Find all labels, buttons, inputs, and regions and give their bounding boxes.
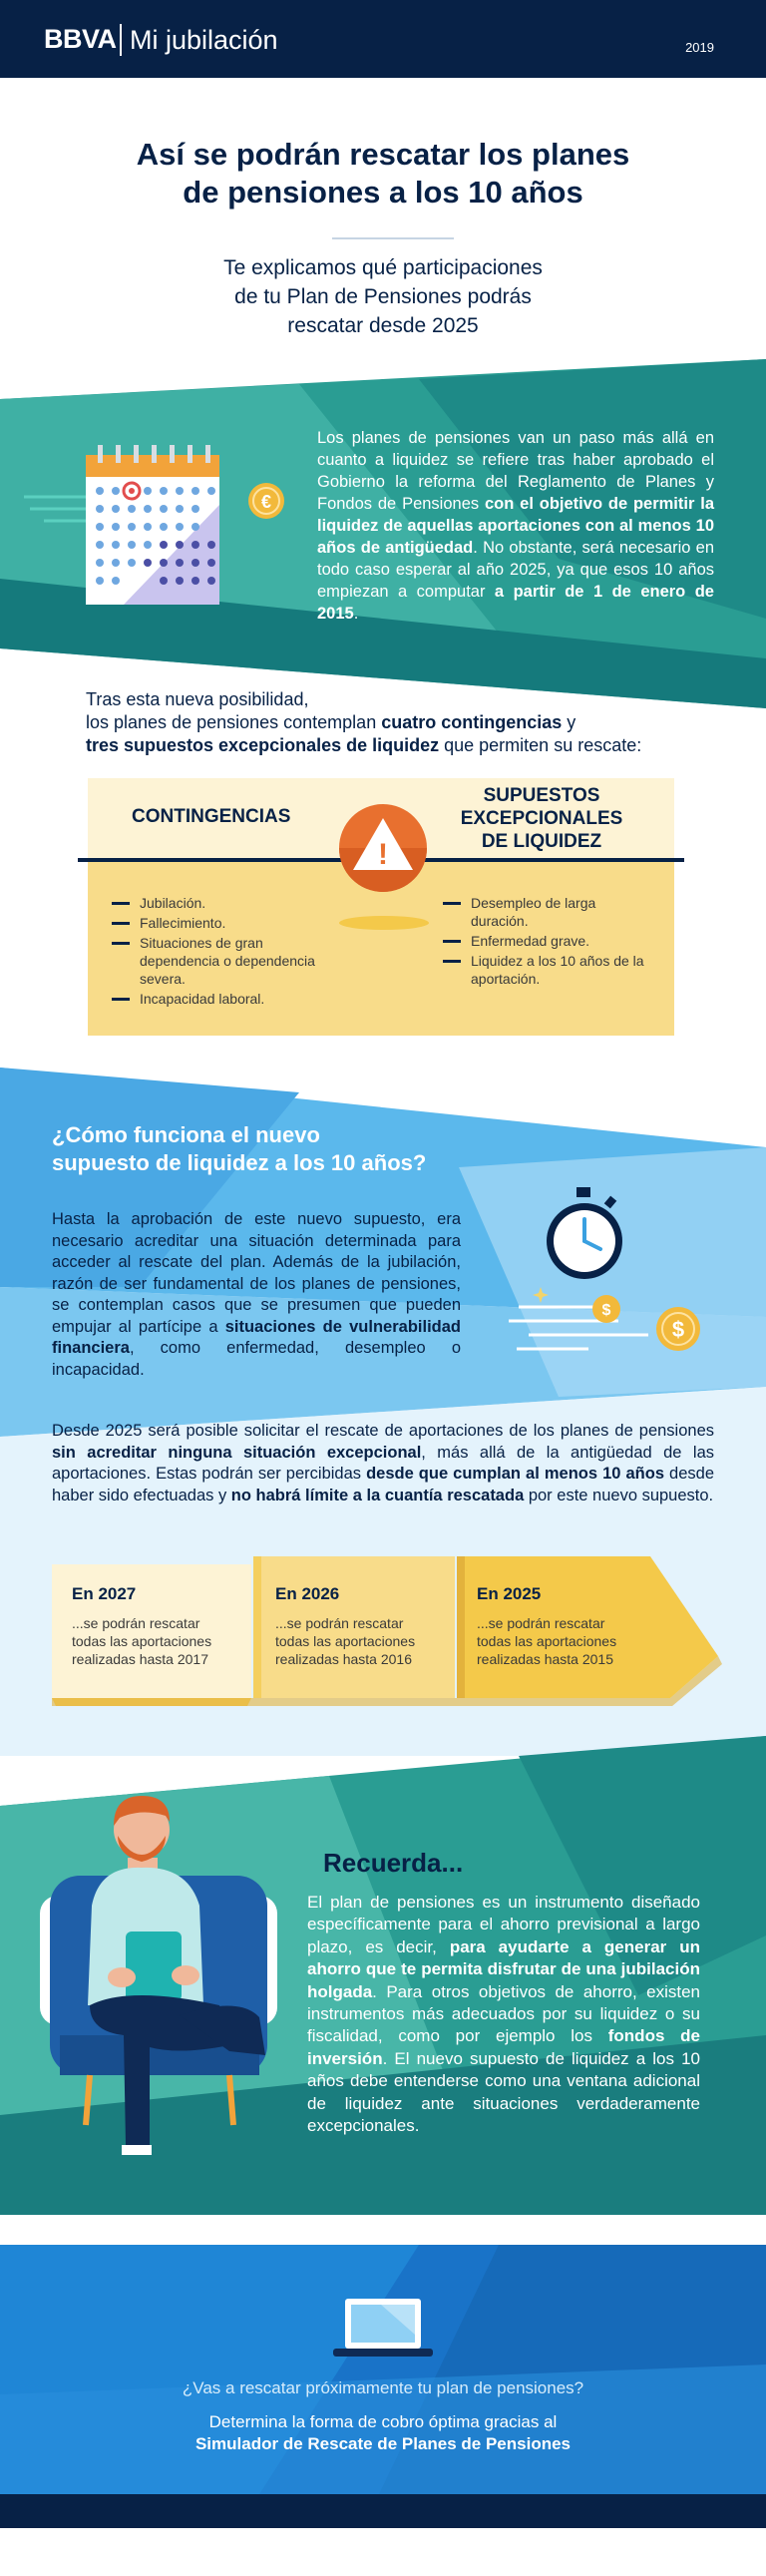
- p2-text-b: sin acreditar ninguna situación excepcional: [52, 1443, 422, 1462]
- exceptional-heading-line1: SUPUESTOS: [483, 785, 600, 806]
- how-it-works-heading-line2: supuesto de liquidez a los 10 años?: [52, 1150, 427, 1175]
- card-line: realizadas hasta 2016: [275, 1651, 412, 1667]
- year-timeline: [52, 1556, 722, 1706]
- how-it-works-heading-line1: ¿Cómo funciona el nuevo: [52, 1122, 320, 1147]
- product-name[interactable]: Mi jubilación: [130, 25, 278, 55]
- list-item: Incapacidad laboral.: [112, 990, 331, 1008]
- remember-title: Recuerda...: [323, 1848, 464, 1878]
- card-line: todas las aportaciones: [72, 1633, 212, 1649]
- p2-text-c: , más allá de la antigüedad de las aportaciones. Estas podrán ser percibidas: [52, 1443, 714, 1483]
- intro-line2-a: los planes de pensiones contemplan: [86, 712, 382, 732]
- intro-line2: [86, 711, 704, 734]
- stopwatch-illustration: [499, 1183, 718, 1363]
- p2-text-a: Desde 2025 será posible solicitar el rescate de aportaciones de los planes de pensiones: [52, 1422, 714, 1440]
- p2-text-d: desde que cumplan al menos 10 años: [366, 1465, 664, 1483]
- speed-lines: [24, 497, 94, 521]
- card-line: ...se podrán rescatar: [72, 1615, 200, 1631]
- teal-text-a: Los planes de pensiones van un paso más allá en cuanto a liquidez se refiere tras haber aprobado el Gobierno la reforma del Reglamento de Planes y Fondos de Pensiones: [317, 429, 714, 513]
- list-item: Fallecimiento.: [112, 914, 331, 932]
- p1-text-b: situaciones de vulnerabilidad financiera: [52, 1317, 461, 1357]
- teal-text-c: . No obstante, será necesario en todo caso esperar al año 2025, ya que esos 10 años empiezan a computar: [317, 539, 714, 601]
- warning-shadow: [339, 916, 429, 930]
- intro-line2-b: cuatro contingencias: [381, 712, 563, 732]
- page-title-line1: Así se podrán rescatar los planes: [136, 137, 630, 172]
- footer-bar: [0, 2494, 766, 2528]
- how-it-works-heading: [52, 1121, 491, 1177]
- brand-divider: [120, 24, 122, 56]
- list-item: Situaciones de gran dependencia o dependencia severa.: [112, 934, 331, 988]
- brand-logo[interactable]: BBVA: [44, 24, 117, 54]
- list-item: Enfermedad grave.: [443, 932, 652, 950]
- remember-paragraph: [307, 1892, 700, 2137]
- teal-text-d: a partir de 1 de enero de 2015: [317, 583, 714, 623]
- year-card-title: En 2026: [275, 1584, 340, 1603]
- man-with-tablet-illustration: [30, 1756, 279, 2195]
- contingencies-list: [112, 894, 331, 1010]
- subtitle-line3: rescatar desde 2025: [287, 314, 479, 337]
- remember-text-a: El plan de pensiones es un instrumento diseñado específicamente para el ahorro previsional a largo plazo, es decir,: [307, 1893, 700, 1956]
- year-card-text: [275, 1614, 415, 1668]
- cta-text: Determina la forma de cobro óptima gracias al: [208, 2412, 558, 2431]
- subtitle-line2: de tu Plan de Pensiones podrás: [234, 285, 532, 308]
- card-line: ...se podrán rescatar: [275, 1615, 404, 1631]
- remember-text-c: . Para otros objetivos de ahorro, existen instrumentos más adecuados por su liquidez o su fiscalidad, como por ejemplo los: [307, 1981, 700, 2046]
- subtitle-line1: Te explicamos qué participaciones: [223, 256, 543, 279]
- card-line: ...se podrán rescatar: [477, 1615, 605, 1631]
- remember-text-b: para ayudarte a generar un ahorro que te permita disfrutar de una jubilación holgada: [307, 1936, 700, 2001]
- p2-text-g: por este nuevo supuesto.: [524, 1486, 714, 1504]
- cta-section: [0, 2245, 766, 2494]
- contingencies-heading: CONTINGENCIAS: [132, 806, 291, 827]
- cta-background: [0, 2245, 766, 2494]
- year-card-title: En 2027: [72, 1584, 137, 1603]
- list-item: Liquidez a los 10 años de la aportación.: [443, 952, 652, 988]
- top-header: [0, 0, 766, 78]
- page-subtitle: [164, 253, 602, 340]
- remember-text-d: fondos de inversión: [307, 2026, 700, 2068]
- teal-text-e: .: [353, 605, 359, 623]
- teal-text-b: con el objetivo de permitir la liquidez de aquellas aportaciones con al menos 10 años de antigüedad: [317, 495, 714, 557]
- exceptional-heading-line3: DE LIQUIDEZ: [481, 831, 602, 852]
- year-card-text: [477, 1614, 616, 1668]
- title-divider: [332, 237, 454, 239]
- euro-symbol: €: [260, 492, 272, 512]
- cta-question: ¿Vas a rescatar próximamente tu plan de pensiones?: [182, 2378, 584, 2397]
- page-title: [84, 136, 682, 212]
- exceptional-heading-line2: EXCEPCIONALES: [460, 808, 623, 829]
- laptop-icon: [331, 2295, 435, 2364]
- exceptional-liquidity-list: [443, 894, 652, 990]
- card-line: realizadas hasta 2015: [477, 1651, 613, 1667]
- calendar-illustration: [24, 445, 293, 615]
- p1-text-c: , como enfermedad, desempleo o incapacidad.: [52, 1339, 461, 1379]
- intro-line3-b: que permiten su rescate:: [439, 735, 642, 755]
- p2-text-f: no habrá límite a la cuantía rescatada: [230, 1486, 525, 1504]
- page-title-line2: de pensiones a los 10 años: [183, 175, 583, 210]
- list-item: Jubilación.: [112, 894, 331, 912]
- intro-line3-a: tres supuestos excepcionales de liquidez: [86, 735, 440, 755]
- sparkle-icon: [533, 1287, 549, 1303]
- warning-symbol: !: [378, 838, 388, 871]
- card-line: realizadas hasta 2017: [72, 1651, 208, 1667]
- intro-line2-c: y: [562, 712, 576, 732]
- exceptional-liquidity-heading: [447, 784, 636, 853]
- coin-symbol-large: $: [671, 1317, 685, 1342]
- card-line: todas las aportaciones: [275, 1633, 416, 1649]
- card-line: todas las aportaciones: [477, 1633, 617, 1649]
- intro-line3: [86, 734, 704, 757]
- p2-text-e: desde haber sido efectuadas y: [52, 1465, 714, 1504]
- teal-paragraph: [317, 427, 714, 625]
- intro-line1: Tras esta nueva posibilidad,: [86, 689, 309, 709]
- tablet-icon: [126, 1932, 182, 2001]
- p1-text-a: Hasta la aprobación de este nuevo supuesto, era necesario acreditar una situación determinada para acceder al rescate del plan. Además de la jubilación, razón de ser fundamental de los planes de pensiones, se contemplan casos que se presumen que pueden empujar al partícipe a: [52, 1210, 461, 1336]
- how-it-works-paragraph-1: [52, 1209, 461, 1381]
- coin-symbol-small: $: [601, 1302, 611, 1319]
- list-item: Desempleo de larga duración.: [443, 894, 652, 930]
- year-card-text: [72, 1614, 211, 1668]
- contingencies-intro: [86, 688, 704, 757]
- simulator-link[interactable]: Simulador de Rescate de Planes de Pensiones: [194, 2434, 572, 2453]
- warning-icon: [335, 804, 431, 900]
- year-card-title: En 2025: [477, 1584, 542, 1603]
- header-year: 2019: [685, 40, 714, 55]
- remember-text-e: . El nuevo supuesto de liquidez a los 10 años debe entenderse como una ventana adicional de liquidez ante situaciones verdaderamente excepcionales.: [307, 2048, 700, 2136]
- how-it-works-paragraph-2: [52, 1421, 714, 1506]
